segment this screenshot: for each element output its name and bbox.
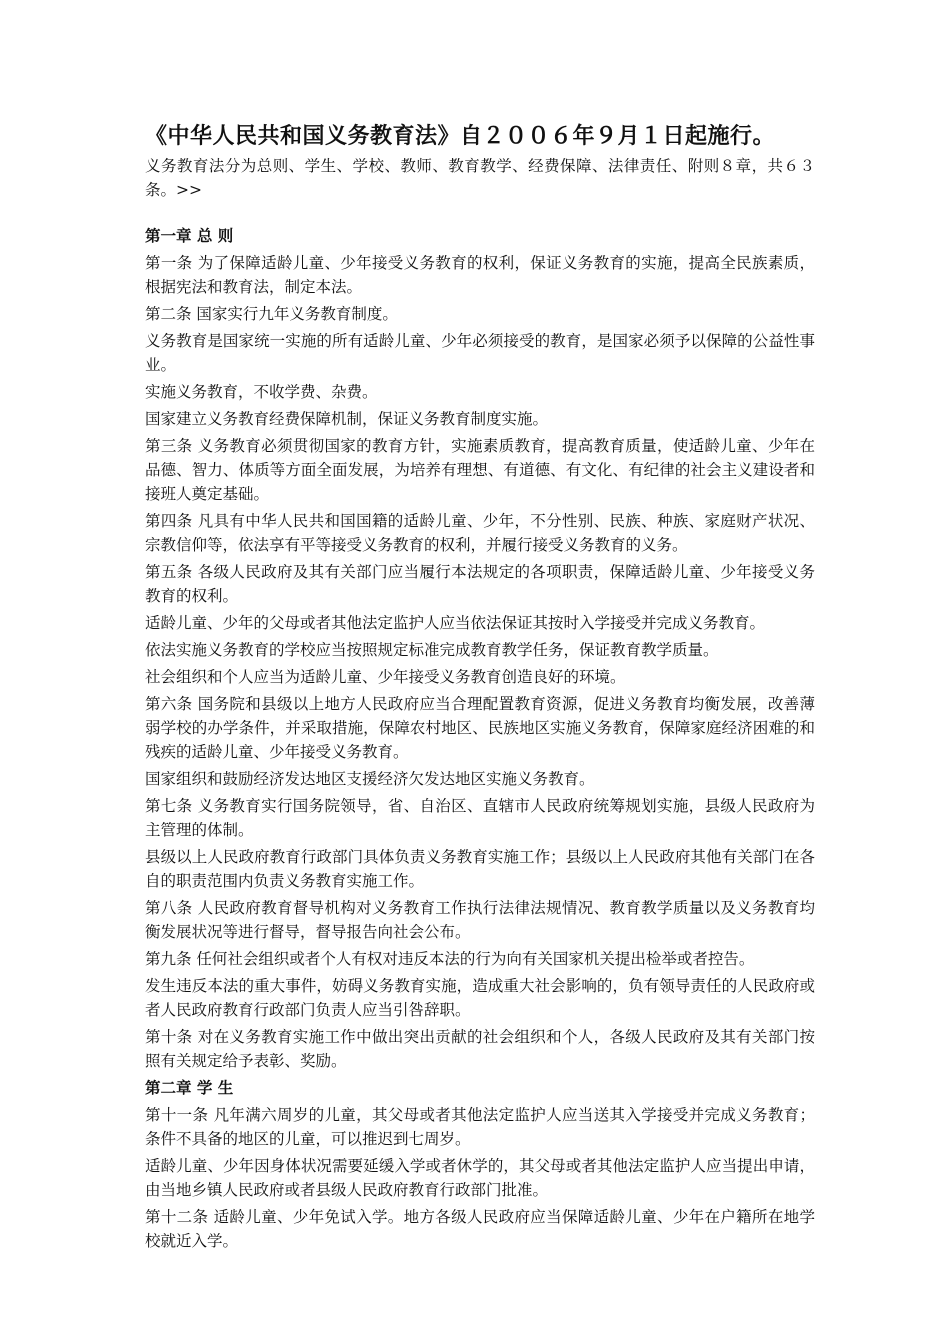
- article-paragraph: 国家建立义务教育经费保障机制，保证义务教育制度实施。: [145, 410, 549, 428]
- article-paragraph: 发生违反本法的重大事件，妨碍义务教育实施，造成重大社会影响的，负有领导责任的人民政府或者人民政府教育行政部门负责人应当引咎辞职。: [145, 977, 815, 1019]
- article-paragraph: 第七条 义务教育实行国务院领导，省、自治区、直辖市人民政府统筹规划实施，县级人民政府为主管理的体制。: [145, 797, 815, 839]
- article-paragraph: 第十二条 适龄儿童、少年免试入学。地方各级人民政府应当保障适龄儿童、少年在户籍所在地学校就近入学。: [145, 1208, 815, 1250]
- article-paragraph: 义务教育是国家统一实施的所有适龄儿童、少年必须接受的教育，是国家必须予以保障的公益性事业。: [145, 332, 815, 374]
- article-paragraph: 适龄儿童、少年因身体状况需要延缓入学或者休学的，其父母或者其他法定监护人应当提出申请，由当地乡镇人民政府或者县级人民政府教育行政部门批准。: [145, 1157, 815, 1199]
- article-paragraph: 第一条 为了保障适龄儿童、少年接受义务教育的权利，保证义务教育的实施，提高全民族素质，根据宪法和教育法，制定本法。: [145, 254, 815, 296]
- article-paragraph: 第十条 对在义务教育实施工作中做出突出贡献的社会组织和个人，各级人民政府及其有关部门按照有关规定给予表彰、奖励。: [145, 1028, 815, 1070]
- document-body: [145, 120, 815, 1253]
- section-spacer: [145, 202, 815, 224]
- chapters-container: [145, 224, 815, 1253]
- article-paragraph: 第六条 国务院和县级以上地方人民政府应当合理配置教育资源，促进义务教育均衡发展，改善薄弱学校的办学条件，并采取措施，保障农村地区、民族地区实施义务教育，保障家庭经济困难的和残疾的适龄儿童、少年接受义务教育。: [145, 695, 815, 761]
- document-title: 《中华人民共和国义务教育法》自２００６年９月１日起施行。: [145, 124, 776, 149]
- article-paragraph: 依法实施义务教育的学校应当按照规定标准完成教育教学任务，保证教育教学质量。: [145, 641, 719, 659]
- article-paragraph: 适龄儿童、少年的父母或者其他法定监护人应当依法保证其按时入学接受并完成义务教育。: [145, 614, 766, 632]
- article-paragraph: 第五条 各级人民政府及其有关部门应当履行本法规定的各项职责，保障适龄儿童、少年接受义务教育的权利。: [145, 563, 815, 605]
- intro-paragraph: 义务教育法分为总则、学生、学校、教师、教育教学、经费保障、法律责任、附则８章，共６３条。>>: [145, 157, 815, 199]
- article-paragraph: 国家组织和鼓励经济发达地区支援经济欠发达地区实施义务教育。: [145, 770, 595, 788]
- article-paragraph: 实施义务教育，不收学费、杂费。: [145, 383, 378, 401]
- article-paragraph: 社会组织和个人应当为适龄儿童、少年接受义务教育创造良好的环境。: [145, 668, 626, 686]
- article-paragraph: 第四条 凡具有中华人民共和国国籍的适龄儿童、少年，不分性别、民族、种族、家庭财产状况、宗教信仰等，依法享有平等接受义务教育的权利，并履行接受义务教育的义务。: [145, 512, 815, 554]
- article-paragraph: 第二条 国家实行九年义务教育制度。: [145, 305, 398, 323]
- article-paragraph: 第八条 人民政府教育督导机构对义务教育工作执行法律法规情况、教育教学质量以及义务教育均衡发展状况等进行督导，督导报告向社会公布。: [145, 899, 815, 941]
- chapter-heading: 第一章 总 则: [145, 227, 234, 245]
- article-paragraph: 第三条 义务教育必须贯彻国家的教育方针，实施素质教育，提高教育质量，使适龄儿童、少年在品德、智力、体质等方面全面发展，为培养有理想、有道德、有文化、有纪律的社会主义建设者和接班人奠定基础。: [145, 437, 815, 503]
- chapter-heading: 第二章 学 生: [145, 1079, 234, 1097]
- article-paragraph: 第九条 任何社会组织或者个人有权对违反本法的行为向有关国家机关提出检举或者控告。: [145, 950, 755, 968]
- article-paragraph: 县级以上人民政府教育行政部门具体负责义务教育实施工作；县级以上人民政府其他有关部门在各自的职责范围内负责义务教育实施工作。: [145, 848, 815, 890]
- article-paragraph: 第十一条 凡年满六周岁的儿童，其父母或者其他法定监护人应当送其入学接受并完成义务教育；条件不具备的地区的儿童，可以推迟到七周岁。: [145, 1106, 815, 1148]
